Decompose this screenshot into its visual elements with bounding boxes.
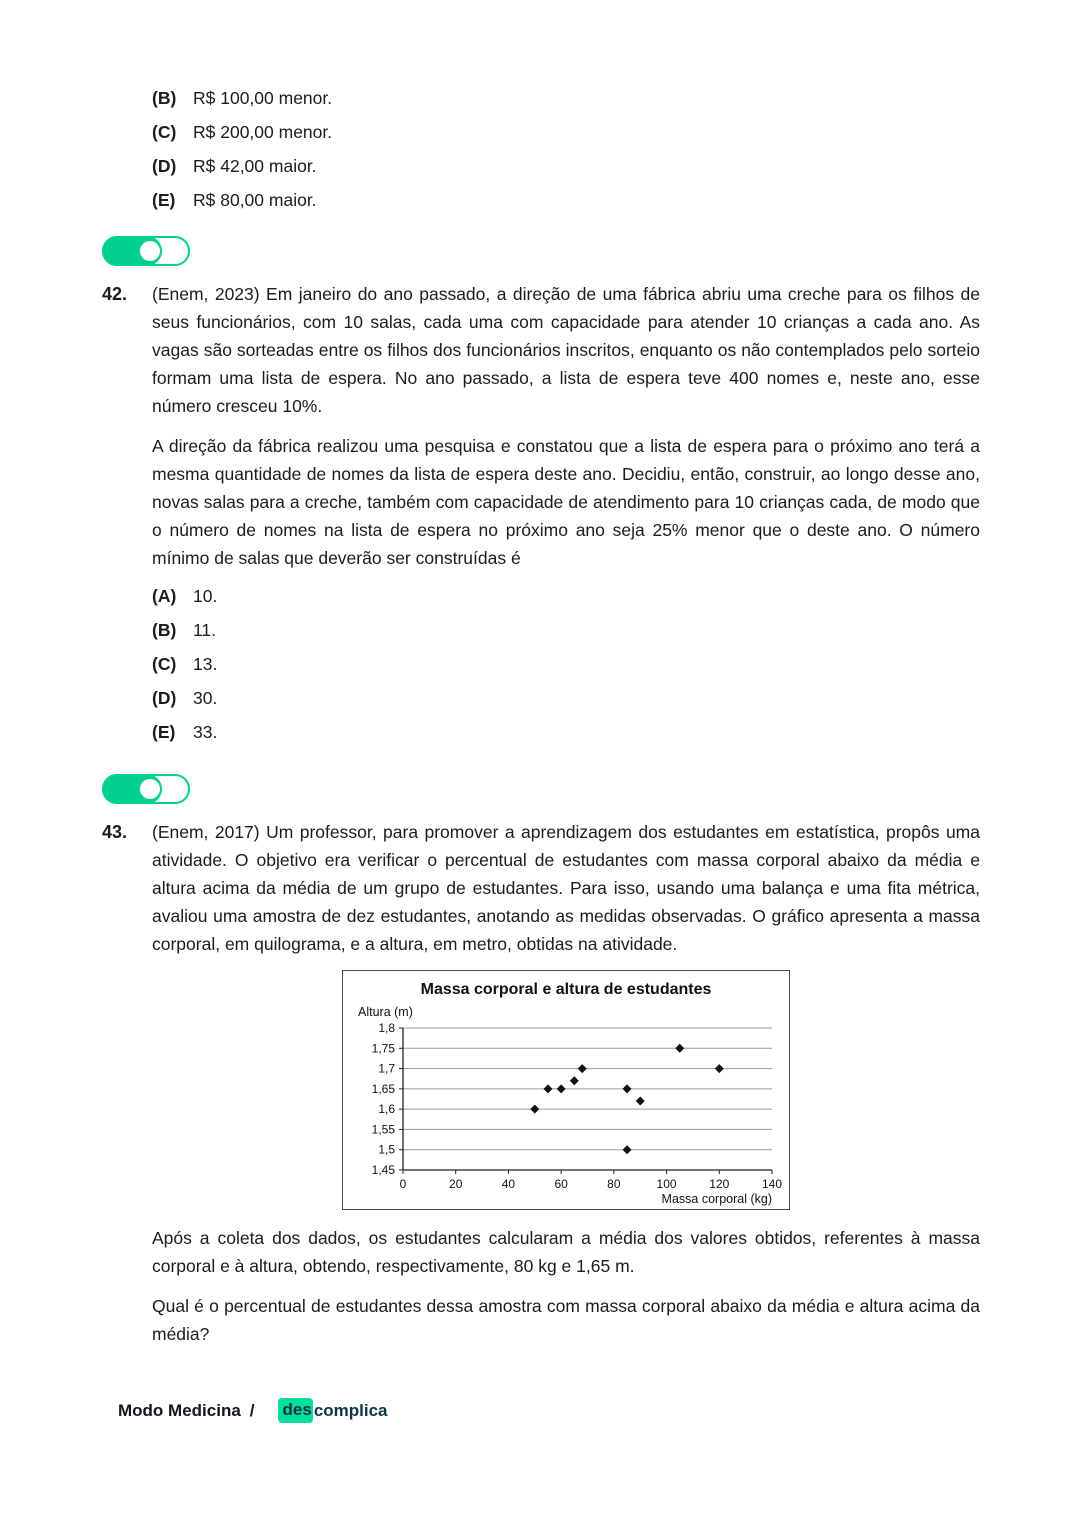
svg-text:80: 80 [607,1177,621,1191]
footer-separator: / [249,1400,255,1420]
option-letter: (E) [152,190,176,210]
option-text: 33. [193,722,218,742]
svg-text:1,75: 1,75 [371,1041,395,1056]
option-text: 10. [193,586,218,606]
question-options [152,582,980,746]
previous-question-options [152,84,980,214]
svg-text:1,65: 1,65 [371,1081,395,1096]
option-letter: (A) [152,586,177,606]
question-body [152,818,980,1360]
toggle-switch[interactable] [102,774,190,804]
option-row [152,118,980,146]
option-text: R$ 80,00 maior. [193,190,317,210]
question-42 [102,280,980,752]
svg-text:Massa corporal (kg): Massa corporal (kg) [661,1192,772,1206]
toggle-knob-icon [140,779,160,799]
svg-text:20: 20 [449,1177,463,1191]
svg-text:0: 0 [399,1177,407,1191]
option-row [152,582,980,610]
option-letter: (E) [152,722,176,742]
option-text: 11. [193,620,217,640]
option-row [152,718,980,746]
option-row [152,186,980,214]
question-paragraph: A direção da fábrica realizou uma pesquisa e constatou que a lista de espera para o próximo ano terá a mesma quantidade de nomes da lista de espera deste ano. Decidiu, então, construir, ao longo desse ano, novas salas para a creche, também com capacidade de atendimento para 10 crianças cada, de modo que o número de nomes na lista de espera no próximo ano seja 25% menor que o deste ano. O número mínimo de salas que deverão ser construídas é [152,436,980,568]
descomplica-logo [278,1398,388,1423]
svg-text:1,7: 1,7 [378,1061,395,1076]
svg-text:1,5: 1,5 [378,1142,395,1157]
option-row [152,84,980,112]
svg-text:1,45: 1,45 [371,1163,395,1177]
option-letter: (B) [152,88,177,108]
option-text: R$ 100,00 menor. [193,88,333,108]
option-text: 30. [193,688,218,708]
question-number: 43. [102,822,128,842]
option-row [152,650,980,678]
question-paragraph: Após a coleta dos dados, os estudantes calcularam a média dos valores obtidos, referentes à massa corporal e à altura, obtendo, respectivamente, 80 kg e 1,65 m. [152,1228,980,1276]
question-paragraph: (Enem, 2017) Um professor, para promover a aprendizagem dos estudantes em estatística, propôs uma atividade. O objetivo era verificar o percentual de estudantes com massa corporal abaixo da média e altura acima da média de um grupo de estudantes. Para isso, usando uma balança e uma fita métrica, avaliou uma amostra de dez estudantes, anotando as medidas observadas. O gráfico apresenta a massa corporal, em quilograma, e a altura, em metro, obtidas na atividade. [152,822,980,954]
scatter-chart [342,970,790,1210]
svg-text:1,8: 1,8 [378,1021,395,1035]
svg-text:40: 40 [501,1177,516,1191]
option-letter: (C) [152,122,177,142]
svg-text:60: 60 [554,1177,568,1191]
svg-text:1,55: 1,55 [371,1122,395,1137]
option-letter: (C) [152,654,177,674]
chart-title: Massa corporal e altura de estudantes [420,981,712,998]
toggle-switch[interactable] [102,236,190,266]
svg-text:120: 120 [709,1177,730,1191]
svg-text:100: 100 [656,1177,677,1191]
svg-text:140: 140 [761,1177,783,1191]
toggle-knob-icon [140,241,160,261]
option-row [152,684,980,712]
option-row [152,152,980,180]
option-row [152,616,980,644]
question-paragraph: Qual é o percentual de estudantes dessa amostra com massa corporal abaixo da média e altura acima da média? [152,1296,980,1344]
option-letter: (D) [152,156,177,176]
logo-complica-text: complica [313,1400,388,1420]
logo-des-square: des [278,1398,313,1423]
question-43 [102,818,980,1360]
question-paragraph: (Enem, 2023) Em janeiro do ano passado, a direção de uma fábrica abriu uma creche para os filhos de seus funcionários, com 10 salas, cada uma com capacidade para atender 10 crianças a cada ano. As vagas são sorteadas entre os filhos dos funcionários inscritos, enquanto os não contemplados pelo sorteio formam uma lista de espera. No ano passado, a lista de espera teve 400 nomes e, neste ano, esse número cresceu 10%. [152,284,980,416]
option-text: R$ 42,00 maior. [193,156,317,176]
svg-text:Altura (m): Altura (m) [358,1005,413,1019]
option-letter: (D) [152,688,177,708]
page-footer [118,1398,388,1423]
svg-text:1,6: 1,6 [378,1102,395,1117]
question-number: 42. [102,284,128,304]
option-letter: (B) [152,620,177,640]
question-body [152,280,980,752]
option-text: 13. [193,654,218,674]
footer-course-label: Modo Medicina [118,1400,241,1420]
chart-plot-area [346,1001,786,1207]
option-text: R$ 200,00 menor. [193,122,333,142]
